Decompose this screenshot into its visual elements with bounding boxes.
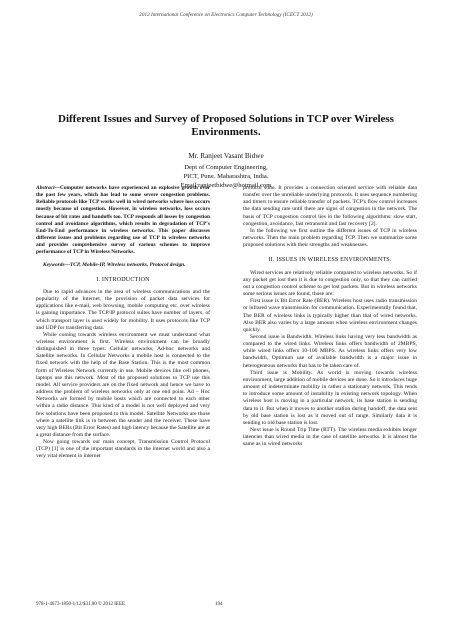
abstract: [36, 185, 210, 257]
issues-paragraph: Next issue is Round Trip Time (RTT). The wireless media exhibits longer latencies than wired media in the case of satellite networks. It is almost the same as in wired networks: [243, 427, 417, 448]
section-heading-introduction: I. INTRODUCTION: [96, 276, 150, 283]
footer-isbn: 978-1-4673-1850-1/12/$31.00 © 2012 IEEE: [36, 602, 126, 607]
author-org: PICT, Pune. Maharashtra, India.: [183, 173, 269, 180]
author-email: Email:ranjeetbidwe@hotmail.com: [180, 182, 272, 189]
issues-paragraph: Wired services are relatively reliable compared to wireless networks. So if any packet get lost then it is due to congestion only, so that they can carried out a congestion control scheme to get lost packets. But in wireless networks some serious issues are found, those are:: [243, 269, 417, 298]
intro-paragraph: Due to rapid advances in the area of wireless communications and the popularity of the Internet, the provision of packet data services for applications like e-mail, web browsing, mobile computing etc. over wireless is gaining importance. The TCP/IP protocol suites have number of layers, of which transport layer is used widely for mobility. It uses protocols like TCP and UDP for transferring data.: [36, 288, 210, 331]
issues-paragraph: Third issue is Mobility. As world is moving towards wireless environment, large addition of mobile devices are done. So it introduces huge amount of indeterminate mobility in rather a stationary network. This tends to introduce some amount of instability in existing network topology. When wireless host is moving in a particular network, its base station is sending data to it. But when it moves to another station during handoff, the data sent by old base station is lost as it moved out of range. Similarly data it is sending to old base station is lost.: [243, 369, 417, 426]
issues-paragraph: First issue is Bit Error Rate (BER). Wireless host uses radio transmission or infrared wave transmission for communication. Experimentally found that, The BER of wireless links is typically higher than that of wired networks. Also BER also varies by a large amount when wireless environment changes quickly.: [243, 298, 417, 333]
right-column: [243, 185, 417, 585]
author-name: Mr. Ranjeet Vasant Bidwe: [188, 152, 264, 160]
left-column: [36, 185, 210, 585]
paper-title: Different Issues and Survey of Proposed Solutions in TCP over Wireless Environments.: [58, 113, 394, 138]
body-paragraph: In the following we first outline the different issues of TCP in wireless networks. Then the main problem regarding TCP. Then we summarize some proposed solutions with their strengths and weaknesses.: [243, 227, 417, 249]
issues-paragraph: Second issue is Bandwidth. Wireless links having very less bandwidth as compared to the wired links. Wireless links offers bandwidth of 2MBPS, while wired links offers 10-100 MBPS. As wireless links offers very low bandwidth, Optimum use of available bandwidth is a major issue in heterogeneous networks that has to be taken care of.: [243, 333, 417, 369]
intro-paragraph: Now going towards our main concept, Transmission Control Protocol (TCP) [1] is one of the important standards in the internet world and also a very vital element in internet: [36, 439, 210, 460]
abstract-label: Abstract—: [36, 185, 60, 191]
intro-paragraph: While coming towards wireless environment we must understand what wireless environment is first. Wireless environment can be broadly distinguished in three types: Cellular networks, Ad-hoc networks and Satellite networks. In Cellular Networks a mobile host is connected to the fixed network with the help of the Base Station. This is the most common form of Wireless Network currently in use. Mobile devices like cell phones, laptops use this network. Most of the proposed solutions to TCP use this model. All service providers are on the fixed network and hence we have to address the problem of wireless networks only at one end point. Ad – Hoc Networks are formed by mobile hosts which are connected to each other within a radio distance. This kind of a model is not well deployed and very few solutions have been proposed to this model. Satellite Networks are those where a satellite link is in between the sender and the receiver. These have very high BERs (Bit Error Rates) and high latency because the Satellite are at a great distance from the surface.: [36, 331, 210, 438]
body-paragraph: protocol suite. It provides a connection oriented service with reliable data transfer over the unreliable underlying protocols. It uses sequence numbering and timers to ensure reliable transfer of packets. TCP's flow control increases the data sending rate until there are signs of congestion in the network. The basis of TCP congestion control lies in the following algorithms: slow start, congestion, avoidance, fast retransmit and fast recovery [2].: [243, 185, 417, 227]
author-dept: Dept of Computer Engineering,: [184, 164, 268, 171]
keywords: Keywords—TCP, Mobile-IP, Wireless networks, Protocol design.: [43, 261, 186, 268]
abstract-text: Computer networks have experienced an explosive growth over the past few years, which has lead to some severe congestion problems. Reliable protocols like TCP works well in wired networks where loss occurs mostly because of congestion. However, in wireless networks, loss occurs because of bit rates and handoffs too. TCP responds all losses by congestion control and avoidance algorithms, which results in degradation of TCP's End-To-End performance in wireless networks. This paper discusses different issues and problems regarding use of TCP in wireless networks and provides comprehensive survey of various schemes to improve performance of TCP in Wireless Networks.: [36, 185, 210, 256]
section-heading-issues: II. ISSUES IN WIRELESS ENVIRONMENTS.: [268, 257, 392, 264]
conference-header: 2012 International Conference on Electronics Computer Technology (ICECT 2012): [139, 12, 313, 18]
page-number: 194: [215, 602, 223, 607]
